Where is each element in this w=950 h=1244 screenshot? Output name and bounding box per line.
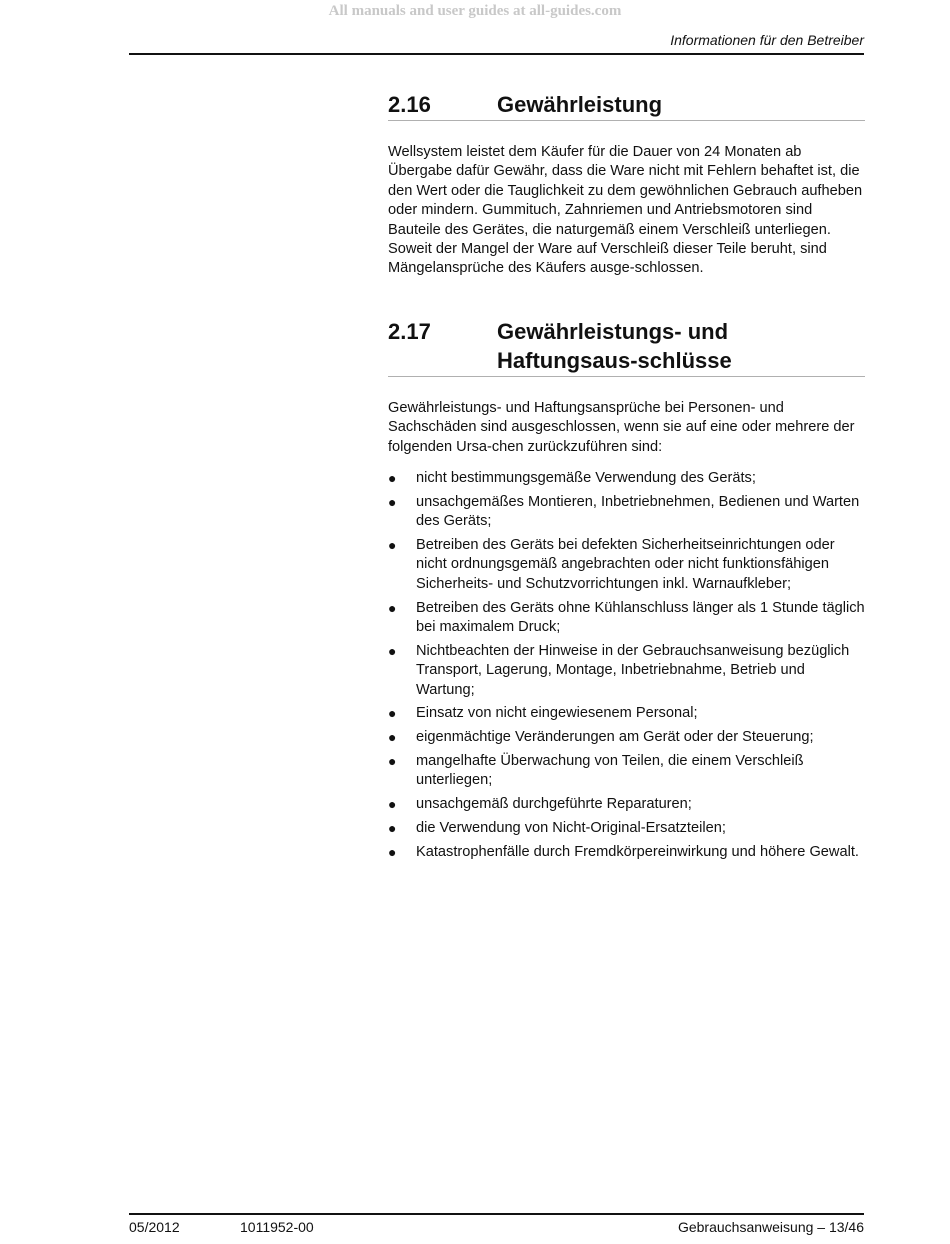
list-item-text: unsachgemäß durchgeführte Reparaturen; bbox=[416, 796, 692, 813]
list-item bbox=[388, 728, 865, 747]
bullet-icon: ● bbox=[388, 820, 397, 837]
list-item bbox=[388, 469, 865, 488]
bullet-icon: ● bbox=[388, 729, 397, 746]
section-heading-2-16 bbox=[388, 90, 865, 121]
list-item bbox=[388, 843, 865, 862]
list-item bbox=[388, 795, 865, 814]
bullet-icon: ● bbox=[388, 705, 397, 722]
list-item-text: die Verwendung von Nicht-Original-Ersatzteilen; bbox=[416, 820, 726, 837]
list-item-text: Einsatz von nicht eingewiesenem Personal; bbox=[416, 705, 698, 722]
bullet-icon: ● bbox=[388, 537, 397, 554]
bullet-icon: ● bbox=[388, 599, 397, 616]
list-item bbox=[388, 704, 865, 723]
list-item bbox=[388, 642, 865, 700]
section-title: Gewährleistung bbox=[497, 92, 663, 117]
list-item bbox=[388, 752, 865, 791]
list-item bbox=[388, 599, 865, 638]
bullet-icon: ● bbox=[388, 493, 397, 510]
list-item bbox=[388, 536, 865, 594]
section-number: 2.17 bbox=[388, 318, 431, 344]
section-paragraph: Gewährleistungs- und Haftungsansprüche bei Personen- und Sachschäden sind ausgeschlossen, wenn sie auf eine oder mehrere der folgenden Ursa-chen zurückzuführen sind: bbox=[388, 399, 855, 455]
footer-date: 05/2012 bbox=[129, 1219, 180, 1235]
bullet-icon: ● bbox=[388, 753, 397, 770]
bullet-icon: ● bbox=[388, 470, 397, 487]
section-heading-2-17 bbox=[388, 317, 865, 377]
section-paragraph: Wellsystem leistet dem Käufer für die Dauer von 24 Monaten ab Übergabe dafür Gewähr, dass die Ware nicht mit Fehlern behaftet ist, die den Wert oder die Tauglichkeit zu dem gewöhnlichen Gebrauch aufheben oder mindern. Gummituch, Zahnriemen und Antriebsmotoren sind Bauteile des Gerätes, die naturgemäß einem Verschleiß unterliegen. Soweit der Mangel der Ware auf Verschleiß dieser Teile beruht, sind Mängelansprüche des Käufers ausge-schlossen. bbox=[388, 144, 863, 277]
list-item-text: Betreiben des Geräts ohne Kühlanschluss länger als 1 Stunde täglich bei maximalem Druck; bbox=[416, 599, 865, 636]
running-header-title: Informationen für den Betreiber bbox=[670, 32, 864, 48]
list-item-text: nicht bestimmungsgemäße Verwendung des Geräts; bbox=[416, 470, 756, 487]
bullet-icon: ● bbox=[388, 796, 397, 813]
list-item bbox=[388, 819, 865, 838]
footer-rule bbox=[129, 1213, 864, 1215]
list-item-text: Katastrophenfälle durch Fremdkörpereinwirkung und höhere Gewalt. bbox=[416, 843, 859, 860]
section-number: 2.16 bbox=[388, 92, 431, 117]
bullet-icon: ● bbox=[388, 843, 397, 860]
list-item-text: eigenmächtige Veränderungen am Gerät oder der Steuerung; bbox=[416, 729, 814, 746]
bullet-icon: ● bbox=[388, 642, 397, 659]
footer-document-code: 1011952-00 bbox=[240, 1219, 314, 1235]
list-item bbox=[388, 493, 865, 532]
list-item-text: unsachgemäßes Montieren, Inbetriebnehmen, Bedienen und Warten des Geräts; bbox=[416, 493, 860, 530]
header-rule bbox=[129, 53, 864, 55]
main-content bbox=[388, 90, 865, 867]
list-item-text: mangelhafte Überwachung von Teilen, die einem Verschleiß unterliegen; bbox=[416, 753, 804, 789]
list-item-text: Betreiben des Geräts bei defekten Sicherheitseinrichtungen oder nicht ordnungsgemäß angebrachten oder nicht funktionsfähigen Sicherheits- und Schutzvorrichtungen inkl. Warnaufkleber; bbox=[416, 537, 835, 592]
watermark-text: All manuals and user guides at all-guides.com bbox=[328, 3, 622, 19]
footer-page-number: Gebrauchsanweisung – 13/46 bbox=[677, 1219, 864, 1235]
list-item-text: Nichtbeachten der Hinweise in der Gebrauchsanweisung bezüglich Transport, Lagerung, Montage, Inbetriebnahme, Betrieb und Wartung; bbox=[416, 642, 850, 698]
exclusion-list bbox=[388, 469, 865, 862]
section-title: Gewährleistungs- und Haftungsaus-schlüsse bbox=[497, 318, 732, 373]
